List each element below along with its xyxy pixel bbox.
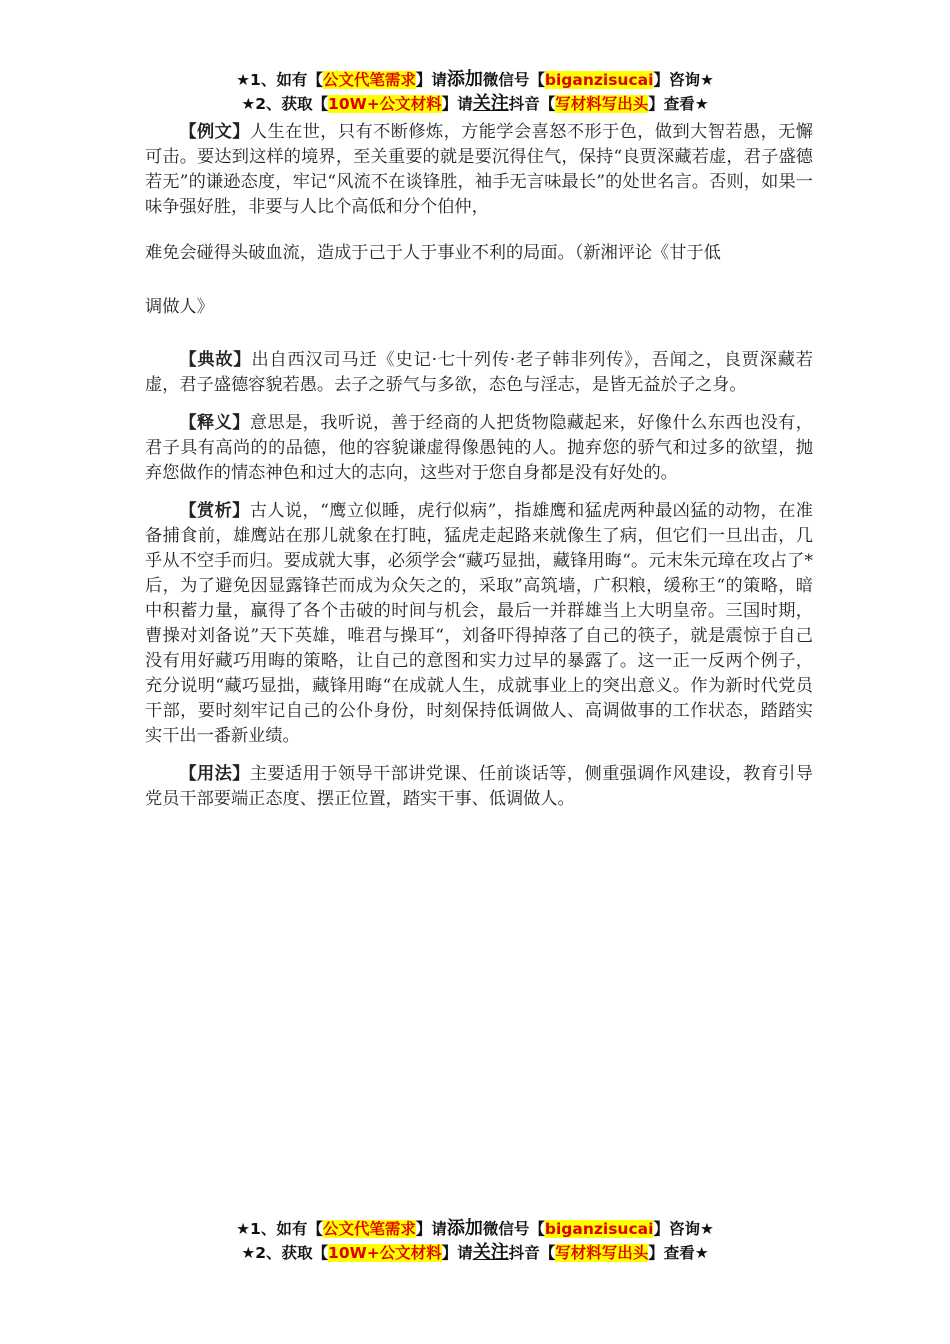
meaning-paragraph	[145, 411, 813, 486]
banner-line-2	[0, 92, 950, 116]
emphasis-follow: 关注	[472, 93, 509, 114]
douyin-account: 写材料写出头	[555, 1244, 649, 1262]
banner-text: 】咨询★	[653, 1220, 714, 1238]
banner-text: ★2、获取【	[241, 1244, 329, 1262]
header-banner	[0, 68, 950, 116]
banner-text: ★1、如有【	[236, 71, 323, 89]
origin-label: 【典故】	[179, 350, 252, 370]
example-text: 人生在世，只有不断修炼，方能学会喜怒不形于色，做到大智若愚，无懈可击。要达到这样的境界，至关重要的就是要沉得住气，保持“良贾深藏若虚，君子盛德若无”的谦逊态度，牢记“风流不在谈锋胜，袖手无言味最长”的处世名言。否则，如果一味争强好胜，非要与人比个高低和分个伯仲，	[145, 122, 813, 217]
highlight-service: 公文代笔需求	[322, 71, 416, 89]
banner-text: 】请	[415, 1220, 447, 1238]
banner-text: 】请	[441, 1244, 473, 1262]
example-label: 【例文】	[179, 122, 250, 142]
emphasis-add: 添加	[446, 69, 483, 90]
analysis-label: 【赏析】	[179, 501, 250, 521]
meaning-text: 意思是，我听说，善于经商的人把货物隐藏起来，好像什么东西也没有，君子具有高尚的的品德，他的容貌谦虚得像愚钝的人。抛弃您的骄气和过多的欲望，抛弃您做作的情态神色和过大的志向，这些对于您自身都是没有好处的。	[145, 413, 813, 483]
meaning-label: 【释义】	[179, 413, 250, 433]
analysis-text: 古人说，“鹰立似睡，虎行似病”，指雄鹰和猛虎两种最凶猛的动物，在准备捕食前，雄鹰站在那儿就象在打盹，猛虎走起路来就像生了病，但它们一旦出击，几乎从不空手而归。要成就大事，必须学会“藏巧显拙，藏锋用晦“。元末朱元璋在攻占了*后，为了避免因显露锋芒而成为众矢之的，采取”高筑墙，广积粮，缓称王“的策略，暗中积蓄力量，赢得了各个击破的时间与机会，最后一并群雄当上大明皇帝。三国时期，曹操对刘备说”天下英雄，唯君与操耳“，刘备吓得掉落了自己的筷子，就是震惊于自己没有用好藏巧用晦的策略，让自己的意图和实力过早的暴露了。这一正一反两个例子，充分说明“藏巧显拙，藏锋用晦“在成就人生，成就事业上的突出意义。作为新时代党员干部，要时刻牢记自己的公仆身份，时刻保持低调做人、高调做事的工作状态，踏踏实实干出一番新业绩。	[145, 501, 813, 746]
banner-text: 抖音【	[508, 95, 556, 113]
example-source-end: 调做人》	[145, 297, 214, 317]
usage-text: 主要适用于领导干部讲党课、任前谈话等，侧重强调作风建设，教育引导党员干部要端正态度、摆正位置，踏实干事、低调做人。	[145, 764, 813, 809]
banner-text: 】查看★	[648, 1244, 709, 1262]
banner-text: ★1、如有【	[236, 1220, 323, 1238]
usage-paragraph	[145, 762, 813, 812]
banner-text: 】查看★	[648, 95, 709, 113]
banner-text: 】咨询★	[653, 71, 714, 89]
banner-text: 】请	[441, 95, 473, 113]
usage-label: 【用法】	[179, 764, 250, 784]
example-source: （新湘评论《甘于低	[574, 243, 721, 263]
banner-text: 微信号【	[482, 71, 545, 89]
origin-paragraph	[145, 348, 813, 398]
example-text-end: 难免会碰得头破血流，造成于己于人于事业不利的局面。	[145, 243, 575, 263]
banner-text: 】请	[415, 71, 447, 89]
wechat-id: biganzisucai	[544, 1220, 654, 1238]
highlight-materials: 10W+公文材料	[328, 1244, 442, 1262]
origin-text: 出自西汉司马迁《史记·七十列传·老子韩非列传》，吾闻之，良贾深藏若虚，君子盛德容貌若愚。去子之骄气与多欲，态色与淫志，是皆无益於子之身。	[145, 350, 813, 395]
highlight-materials: 10W+公文材料	[328, 95, 442, 113]
banner-text: 微信号【	[482, 1220, 545, 1238]
emphasis-follow: 关注	[472, 1242, 509, 1263]
banner-line-2	[0, 1241, 950, 1265]
banner-line-1	[0, 68, 950, 92]
douyin-account: 写材料写出头	[555, 95, 649, 113]
highlight-service: 公文代笔需求	[322, 1220, 416, 1238]
document-body	[145, 120, 813, 825]
footer-banner	[0, 1217, 950, 1265]
example-continuation	[145, 240, 813, 266]
banner-line-1	[0, 1217, 950, 1241]
banner-text: 抖音【	[508, 1244, 556, 1262]
example-paragraph	[145, 120, 813, 220]
banner-text: ★2、获取【	[241, 95, 329, 113]
wechat-id: biganzisucai	[544, 71, 654, 89]
spacer	[145, 320, 813, 348]
analysis-paragraph	[145, 499, 813, 749]
emphasis-add: 添加	[446, 1218, 483, 1239]
